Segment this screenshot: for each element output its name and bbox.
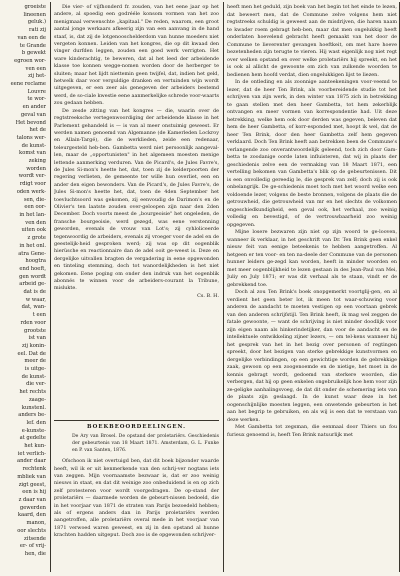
left-column-line: lef. den: [26, 419, 46, 426]
article-body: [54, 4, 219, 416]
left-column-line: Louvre: [27, 88, 46, 95]
left-column-line: het rechts: [19, 389, 46, 396]
column-rule: [50, 2, 51, 572]
left-column-line: lineenen: [23, 11, 46, 18]
left-column-line: at gedelte: [19, 435, 46, 442]
middle-column: [54, 4, 219, 570]
left-column-line: de kunst-: [21, 373, 46, 380]
left-column-line: ist van: [28, 335, 46, 342]
left-column-line: zitsende: [24, 535, 46, 542]
left-column-line: sen, die-: [23, 196, 46, 203]
left-column-line: kaard, den: [17, 512, 46, 519]
left-column-line: kunstenl.: [21, 404, 46, 411]
review-paragraph: heeft men het geduld, zijn boek van het begin tot het einde te lezen, dat beweert men, dat de Commune zelve volgens hem niet regtstreeks schuldig is geweest aan de misdrijven, die haren naam te kwader roem gebragt heb-ben, maar dat men ongelukkig heeft onderlaten hoevelend gebracht heeft gemaakt van het door de Commune te lieverenter gevangen hoeftkeit, om met hare hoeve bezetenheden zijn terugte te vieren. Hij wast eigenlijk nog niet regt over welken opstand en over welke proletariërs hij spreekt, en het is ook al allicht de gewoonte om zich van zulkende woorden te bedienen hem hoofd verdat, dien ongelukkigen lijst te liezen.: [227, 4, 397, 78]
left-column-line: egroen wor-: [14, 57, 46, 64]
left-column-line: w waar,: [25, 296, 46, 303]
left-column-line: zigt geest,: [18, 481, 46, 488]
left-column-line: de kunst-: [21, 142, 46, 149]
left-column-line: te wor-: [27, 96, 46, 103]
left-column-line: ander daar: [17, 458, 46, 465]
left-column-line: hen, die: [24, 550, 46, 557]
left-column-line: zaage-: [28, 396, 46, 403]
left-column-line: oor slechts: [17, 527, 46, 534]
left-column-line: worden: [26, 165, 46, 172]
left-column-line: anders be-: [18, 412, 46, 419]
left-column-line: talons wer-: [16, 134, 46, 141]
book-reference: De Ary van Brosel. De opstand der proletariërs. Geschiedenis der gebeurtenis van 18 Maart 1871. Amsterdam, G. L. Funke en P. van Santen, 1876.: [72, 434, 219, 453]
left-column-line: hoogtra: [25, 258, 46, 265]
left-column-line: atra Gene-: [18, 250, 46, 257]
left-column-line: geval van: [20, 111, 46, 118]
left-column-line: end hoeft,: [19, 265, 46, 272]
left-column-line: dat, wan-: [21, 304, 46, 311]
article-paragraph: Die vier- of vijfhonderd fr. zouden, van het eene jaar op het andere, al spoedig een godrééle konsom vormen van het zoo menigmaal verwenschte „kapitaal." De reden, waarom, een groot aantal jonge werkaars afkeerig zijn van een aanvang in de hand staaf, is, dat zij de lotgenooschelderdom van hunne moeders niet vergeten konnen. Leiden van het kongres, die op dit kwaad den vinger durfden leggen, zouden een goed werk verrigten. Het ware kinderachtig, te beweren, dat al het leed der arbeidende klasse toe konnen wegge-nomen worden door de herberger te sluiten; maar het lijdt niettemin geen twijfel, dat, indien het geld, hetwelk daar voor verguldige dranken en vertuinden wijn wordt uitgegeven, er een zeer als genegeven der arbeiders bestemd werd, de so-ciale kwestie eene aanmerkelijke schrede voor-waarts zou gedaan hebben.: [54, 4, 219, 107]
left-column-line: ven den: [25, 219, 46, 226]
left-column-line: ven een: [25, 65, 46, 72]
section-divider: [54, 420, 219, 421]
left-column-line: van een de: [17, 34, 46, 41]
left-column-line: rden voor: [20, 319, 46, 326]
left-column-line: zij konin-: [21, 342, 46, 349]
left-column-line: in het lan-: [19, 211, 46, 218]
left-column-line: uiten ook: [21, 227, 46, 234]
article-paragraph: De zesde zitting van het kongres — die, waarin over de regtstreeksche vertegenwoordiging der arbeidende klasse in het Parlement gehandeld is — is van al meer onstuimig geweest. Er werden namen genoemd van Algemanne (de Kamerleden Lockroy en Allain-Targé), die de werklieden, zeide een redenaar, teleurgesteld heb-ben. Gambetta werd niet persoonlijk aangeval-len, maar de „opportunisten" in het algemeen moesten menige lettende aanmerking verduren. Van de Picard's, de Jules Favre's, de Jules Si-mon's heette het, dat, toen zij de kelderpoorten der regering verlieten, de gemeente ter wille hun overliet, een en ander den eigen bewonders. Van de Picard's, de Jules Favre's, de Jules Si-mon's heette het, dat, toen de 4den September het toevluchtsoord was gekomen, zij eenvoudig de Darimon's en de Olivier's ten laatste zouden over-geloopen zijn naar den 2den December. Doch voorts meest de „bourgeoisie" het ongeleden, de fransche bourgeoisie, werd gezegd, was eene verstenning geworden, evenals de vrouw van Lot's; zij cyhloliceerde tegenwoordig de arbeiders, evenals zij vroeger voor de adel en de geestelijk-heid gesproken werd; zij was op dit oogenblik hierüsche en reactionnaire dan de adel ooit ge-weest is. Deze en dergelijke uitvallen bragten de vergadering in eene opgewonden en tinteling stemming, doch tot wanordelijkheden is het niet gekomen. Eene poging om onder den indruk van het oogenblik abonnés te winnen voor de arbeiders-courant la Tribune, mislukte.: [54, 107, 219, 292]
left-column-line: b gewekt: [21, 50, 46, 57]
review-paragraph: Doch al zou Ten Brink's boek onopgemerkt voortglij-gen, en al verdient het geen beter lot, ik meen tot waar-schuwing voor anderen de aandacht te moeten vestigen op een voortaan gebrek van den anderen schrijfstijl. Ten Brink heeft, ik mag wel zeggen de fatale gewoonte, — want de schrijving is niet minder doodlijk voor zijn eigen naam als hinkerindetijker, dan voor de aandacht en de intellektuele ontwikkeling zijner lezers, — om tel-kens wanneer hij het gesprek van het in het bezig over personen of regtingen spreekt, door het bezigen van sterke gebrekkige kunstvormen en dergelijke verbindingen, op een gewichtige worden de gebrekkige zaak, gewoon op een zoogenoemde en de nietige, het moet in de kennis gebragt wordt, gedoemd van sterkere woorden, die verbergen, dat hij op geen enkelen ongebruikelijk hoe hem voor zijn ze-geligke aanhalingsvoeg, de dat dit onder de schemering iets van de plaats zijn geslaagd. In de kunst waar deze in het oogenschijnlijke moesten leggen, een onwetende gebeurten is het aan het begrip te gebruiken, en als wij is een dat te verstaan van deze werken.: [227, 289, 397, 423]
left-column-line: eel. Dat de: [17, 350, 46, 357]
left-column-line: te Grande: [19, 42, 46, 49]
left-column-line: zij het-: [28, 73, 46, 80]
left-column-line: t een: [32, 312, 46, 319]
left-column-line: het de: [29, 127, 46, 134]
left-column-line: groeiste: [24, 4, 46, 10]
left-column-line: gewerden: [19, 504, 46, 511]
left-column-line: grootste: [24, 327, 46, 334]
left-column-fragment: [0, 4, 48, 570]
left-column-line: z daar van: [18, 497, 46, 503]
left-column-line: manon,: [26, 520, 46, 527]
left-column-line: het kun-: [24, 443, 46, 450]
left-column-line: Het bevond: [15, 119, 46, 126]
review-paragraph: In de ontleding en als zoonnige aanteekeningen voor-veemd te lezer, dat de heer Ten Brink, als voorbereidende studie tot het schrijven van zijn werk, in den winter van 1875 zich in betrekking te gaan stellen met den heer Gambetta, tot hem zekerblijk ontvangen en meer vormen van korrespondentie had. Uit deze betrekking, welke hem ook door derden was gegeven, beleven dat hem de heer Gambetta, of korr-esponded met, hoopt ik wel, dat de heer Ten Brink, door den heer Gambetta zelf hem gegeven verklaard. Doch Ten Brink heeft aan betrekken been de Commune's verlangende zoo onverantwoordelijk geleend, toch zich door Gam-betta te zoodanige oorde laten influisteren, dat wij in plaats der geschiedenis zelve een de vermaking van 18 Maart 1871, een vertelling bekomen van Gambetta's blik op de gebeurtenissen. Dit is een onvolledig gereedig le, die gesprek van zelf; doch zij is ook onbelangrijk. De ge-schiedenis moet toch met het woord welke een voldoende lezer, volgens de beste bronnen, volgens de plaats die de getrouwheid, die getrouwheid van mr en het slechts de volkomen ongeschiedkundigheid, een geval ook, het verhaal, zoo weinig volledig en bevestigd, of de vertrouwbaarheid zoo weinig opgegeven.: [227, 79, 397, 228]
left-column-line: een oor-: [24, 204, 46, 211]
left-column-line: iet verlich-: [17, 450, 46, 457]
left-column-line: dat is de: [23, 289, 46, 296]
left-column-line: rati zij: [29, 27, 46, 34]
left-column-line: rechtenk: [22, 466, 46, 473]
left-column-line: die ver-: [26, 381, 46, 388]
left-column-line: e-kunste-: [21, 427, 46, 434]
review-paragraph: Mijne losere bezwaren zijn niet op zijn woord te ge-looven, wanneer ik verklaar, in het geschrift van Dr. Ten Brink geen enkel nieuw feit van eenige beteekenis te hebben aangetroffen. Al hetgeen er ten voor- en ten na-deele der Commune van de personen hunner leiders ge-zegd kan worden, heeft in minder woorden en met meer oogenblijkheid te lezen gestaan in des Jean-Paul van Mei, Juliy en July 1871; er was dit verhaal als te staan, vindt er de gebrekkend toe.: [227, 229, 397, 288]
column-rule: [223, 2, 224, 572]
article-signature: Cs. B. H.: [197, 292, 219, 299]
left-column-line: gen wordt: [19, 273, 46, 280]
left-column-line: geluk.): [27, 19, 46, 26]
left-column-line: een is hij: [22, 489, 46, 496]
left-column-line: komst van: [19, 150, 46, 157]
left-column-line: mbliek van: [17, 473, 46, 480]
left-column-line: en ander: [22, 104, 46, 111]
left-column-line: meer de: [24, 358, 46, 365]
left-column-line: z grote: [27, 235, 46, 242]
left-column-line: arbeid ge-: [19, 281, 46, 288]
left-column-line: rdigt voor: [19, 181, 46, 188]
left-column-line: eene reclame: [10, 81, 46, 88]
left-column-line: is uitge-: [24, 366, 46, 373]
review-paragraph: Ofschoon ik niet overtuigd ben, dat dit boek bijzonder waarde heeft, wil ik er uit kenmerkende van den schrij-ver nogtans iets van zeggen. Mijn voornaamste bezwaar is, dat er zoo weinig nieuws in staat, en dat dit weinige zoo onbeduidend is en op zich zelf protesteren voor wordt voorgedragen. De op-stand der proletariërs — daarmede worden de gebeurt-nissen bedoeld, die in het voorjaar van 1871 de straten van Parijs bezoedeld hebben; als of ergens anders dan in Parijs proletariërs werden aangetroffen, alle proletariërs overal mede in het voorjaar van 1871 verwoed waren geweest, en zij in den opstand al hunne krachten hadden uitgeput. Doch zoo is de opgewonden schrijver-: [54, 458, 219, 539]
right-column: [227, 4, 397, 570]
left-column-line: zeking: [28, 158, 46, 165]
left-column-line: oden werk-: [16, 188, 46, 195]
left-column-line: wordt ver-: [18, 173, 46, 180]
section-heading: BOEKBEOORDEELINGEN.: [87, 424, 186, 430]
left-column-line: er- of vrij-: [19, 543, 46, 550]
left-column-line: in het onl.: [19, 242, 46, 249]
review-paragraph: Met Gambetta tot zegsman, die eenmaal door Thiers un fou furieux genoemd is, heeft Ten Brink natuurlijk met: [227, 424, 397, 438]
